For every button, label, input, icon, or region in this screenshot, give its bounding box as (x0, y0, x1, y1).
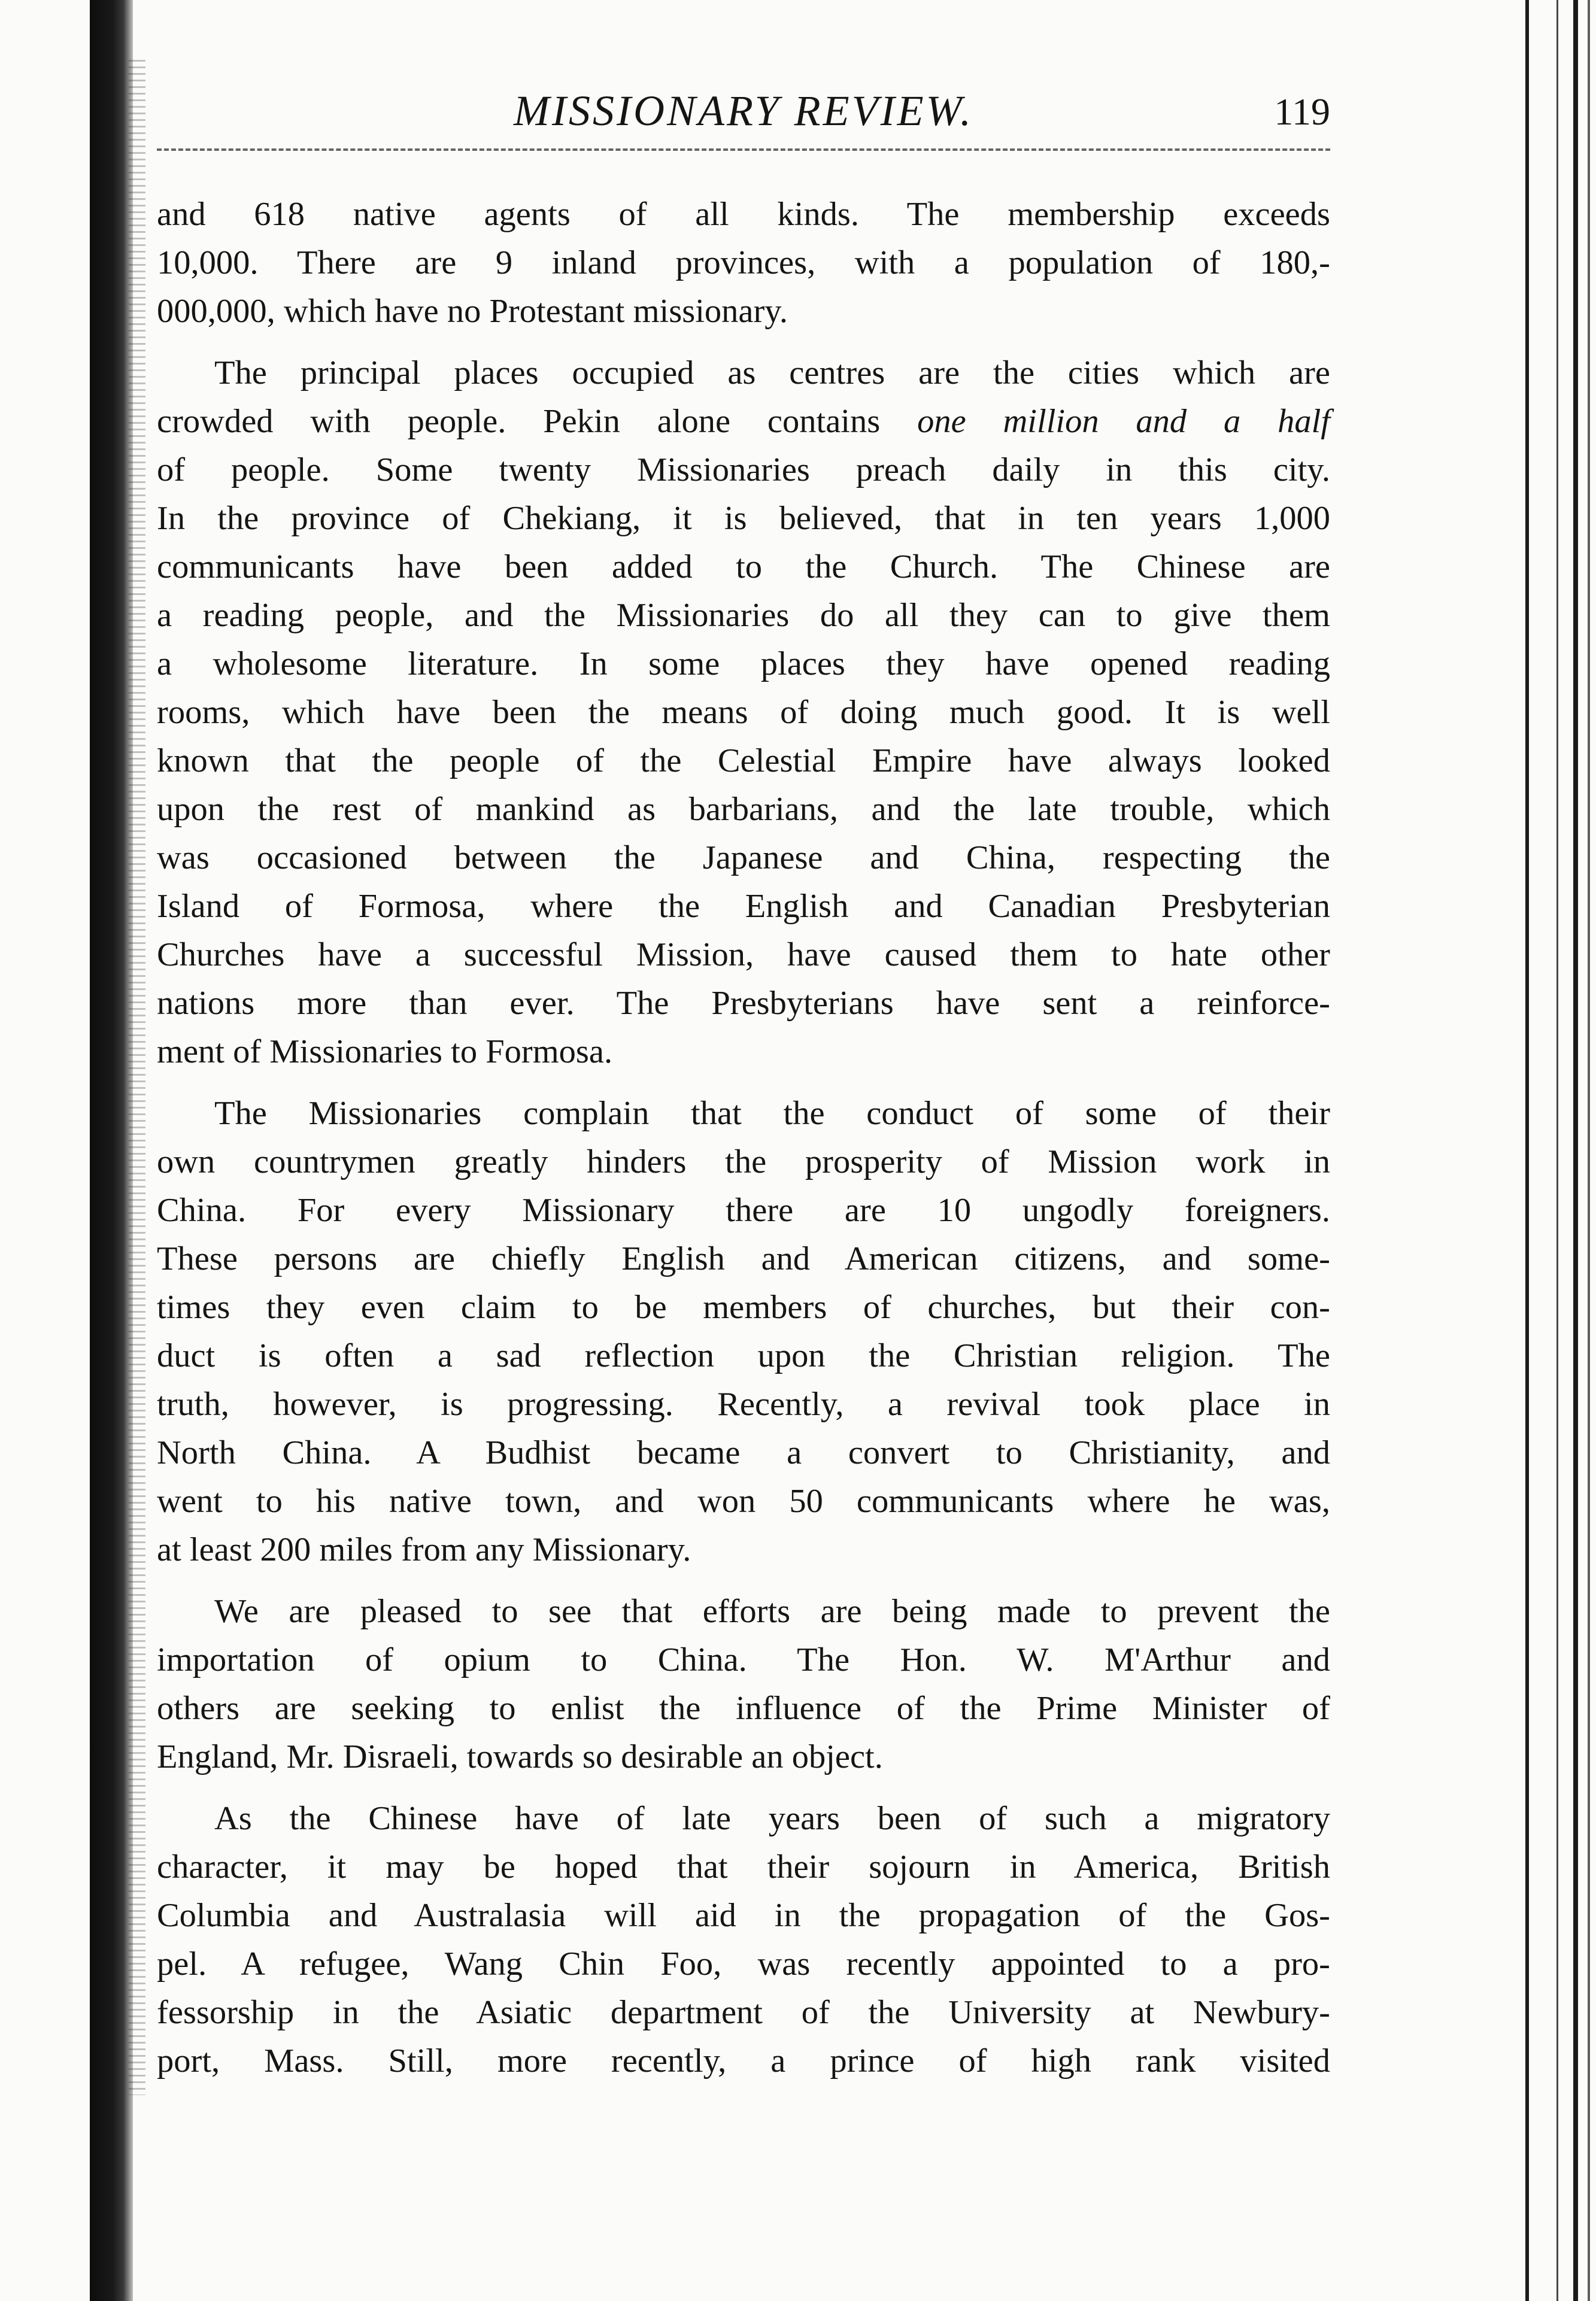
text-line: China. For every Missionary there are 10 ungodly foreigners. (157, 1192, 1330, 1229)
page-edge-line (1525, 0, 1529, 2301)
text-line: times they even claim to be members of churches, but their con- (157, 1289, 1330, 1326)
page-edge-line (1556, 0, 1558, 2301)
text-line: truth, however, is progressing. Recently, a revival took place in (157, 1386, 1330, 1423)
text-line-with-italic (157, 397, 1330, 446)
text-line: a wholesome literature. In some places they have opened reading (157, 645, 1330, 682)
binding-speckle (129, 60, 145, 2095)
text-line: importation of opium to China. The Hon. W. M'Arthur and (157, 1641, 1330, 1678)
text-line: character, it may be hoped that their sojourn in America, British (157, 1848, 1330, 1886)
page-edge-line (1588, 0, 1590, 2301)
text-line: As the Chinese have of late years been of such a migratory (214, 1800, 1330, 1837)
text-line: own countrymen greatly hinders the prosperity of Mission work in (157, 1143, 1330, 1180)
text-line: rooms, which have been the means of doing much good. It is well (157, 694, 1330, 731)
paragraph-4 (157, 1587, 1330, 1781)
binding-shadow (90, 0, 133, 2301)
page-number: 119 (1274, 90, 1330, 133)
page-header (157, 84, 1330, 150)
text-line: others are seeking to enlist the influence of the Prime Minister of (157, 1690, 1330, 1727)
italic-phrase: one million and a half (917, 403, 1330, 440)
text-line: These persons are chiefly English and American citizens, and some- (157, 1240, 1330, 1277)
text-line: The Missionaries complain that the conduct of some of their (214, 1095, 1330, 1132)
text-line: upon the rest of mankind as barbarians, and the late trouble, which (157, 791, 1330, 828)
book-page (157, 84, 1330, 2099)
running-title: MISSIONARY REVIEW. (514, 87, 973, 135)
text-line: England, Mr. Disraeli, towards so desirable an object. (157, 1738, 883, 1775)
text-line-segment: crowded with people. Pekin alone contains (157, 403, 881, 440)
text-line: fessorship in the Asiatic department of the University at Newbury- (157, 1994, 1330, 2031)
text-line: 000,000, which have no Protestant missionary. (157, 293, 788, 330)
text-line: duct is often a sad reflection upon the Christian religion. The (157, 1337, 1330, 1374)
text-line: was occasioned between the Japanese and China, respecting the (157, 839, 1330, 876)
paragraph-2 (157, 349, 1330, 1076)
text-line: nations more than ever. The Presbyterians have sent a reinforce- (157, 985, 1330, 1022)
text-line: Churches have a successful Mission, have caused them to hate other (157, 936, 1330, 973)
text-line: communicants have been added to the Church. The Chinese are (157, 548, 1330, 585)
text-line: ment of Missionaries to Formosa. (157, 1033, 613, 1070)
text-line: We are pleased to see that efforts are being made to prevent the (214, 1593, 1330, 1630)
text-line: In the province of Chekiang, it is believed, that in ten years 1,000 (157, 500, 1330, 537)
text-line: Island of Formosa, where the English and Canadian Presbyterian (157, 888, 1330, 925)
text-line: 10,000. There are 9 inland provinces, with a population of 180,- (157, 244, 1330, 281)
text-line: a reading people, and the Missionaries do all they can to give them (157, 597, 1330, 634)
text-line: port, Mass. Still, more recently, a prince of high rank visited (157, 2042, 1330, 2080)
text-line: pel. A refugee, Wang Chin Foo, was recently appointed to a pro- (157, 1945, 1330, 1983)
text-line: North China. A Budhist became a convert to Christianity, and (157, 1434, 1330, 1471)
paragraph-3 (157, 1089, 1330, 1574)
page-edge-line (1573, 0, 1578, 2301)
header-rule (157, 148, 1330, 151)
text-line: The principal places occupied as centres are the cities which are (214, 354, 1330, 391)
text-line: went to his native town, and won 50 communicants where he was, (157, 1483, 1330, 1520)
text-line: of people. Some twenty Missionaries preach daily in this city. (157, 451, 1330, 488)
article-body (157, 190, 1330, 2086)
text-line: and 618 native agents of all kinds. The membership exceeds (157, 196, 1330, 233)
text-line: known that the people of the Celestial Empire have always looked (157, 742, 1330, 779)
text-line: at least 200 miles from any Missionary. (157, 1531, 691, 1568)
paragraph-1 (157, 190, 1330, 336)
text-line: Columbia and Australasia will aid in the propagation of the Gos- (157, 1897, 1330, 1934)
paragraph-5 (157, 1795, 1330, 2086)
